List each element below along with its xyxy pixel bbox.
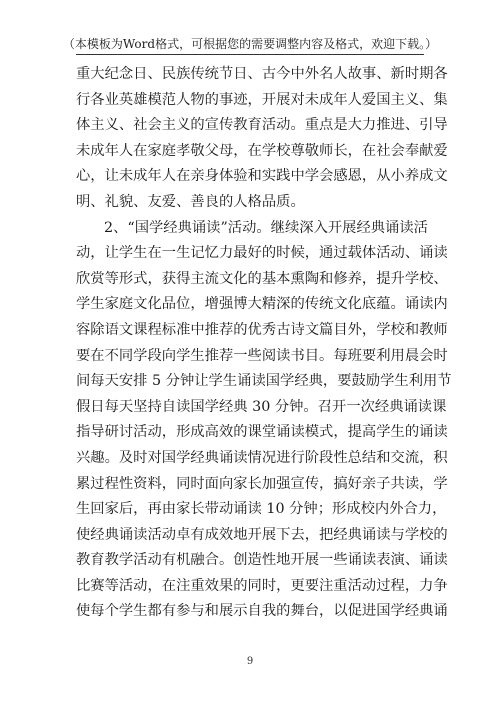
body-line: 要在不同学段向学生推荐一些阅读书目。每班要利用晨会时 bbox=[76, 347, 448, 364]
body-line: 教育教学活动有机融合。创造性地开展一些诵读表演、诵读 bbox=[76, 552, 448, 569]
body-line: 心，让未成年人在亲身体验和实践中学会感恩，从小养成文 bbox=[76, 168, 448, 185]
body-line: 容除语文课程标准中推荐的优秀古诗文篇目外，学校和教师 bbox=[76, 321, 448, 338]
body-line: 兴趣。及时对国学经典诵读情况进行阶段性总结和交流，积 bbox=[76, 449, 448, 466]
body-line: 累过程性资料，同时面向家长加强宣传，搞好亲子共读，学 bbox=[76, 475, 448, 492]
body-line: 行各业英雄模范人物的事迹，开展对未成年人爱国主义、集 bbox=[76, 91, 448, 108]
body-line: 明、礼貌、友爱、善良的人格品质。 bbox=[76, 193, 305, 210]
body-line: 动，让学生在一生记忆力最好的时候，通过载体活动、诵读 bbox=[76, 245, 448, 262]
body-line: 重大纪念日、民族传统节日、古今中外名人故事、新时期各 bbox=[76, 66, 448, 82]
body-line: 比赛等活动，在注重效果的同时，更要注重活动过程，力争 bbox=[76, 577, 448, 594]
body-line: 体主义、社会主义的宣传教育活动。重点是大力推进、引导 bbox=[76, 117, 448, 134]
document-body bbox=[76, 62, 452, 625]
section-heading-line: 2、“国学经典诵读”活动。继续深入开展经典诵读活 bbox=[104, 219, 428, 236]
body-line: 使每个学生都有参与和展示自我的舞台，以促进国学经典诵 bbox=[76, 603, 448, 620]
body-line: 未成年人在家庭孝敬父母，在学校尊敬师长，在社会奉献爱 bbox=[76, 142, 448, 159]
body-line: 使经典诵读活动卓有成效地开展下去，把经典诵读与学校的 bbox=[76, 526, 448, 543]
header-divider bbox=[76, 54, 424, 55]
body-line: 欣赏等形式，获得主流文化的基本熏陶和修养，提升学校、 bbox=[76, 270, 448, 287]
body-line: 生回家后，再由家长带动诵读 10 分钟；形成校内外合力， bbox=[76, 501, 447, 518]
body-line: 假日每天坚持自读国学经典 30 分钟。召开一次经典诵读课 bbox=[76, 398, 447, 415]
body-line: 指导研讨活动，形成高效的课堂诵读模式，提高学生的诵读 bbox=[76, 424, 448, 441]
body-line: 间每天安排 5 分钟让学生诵读国学经典，要鼓励学生利用节 bbox=[76, 373, 452, 390]
body-line: 学生家庭文化品位，增强博大精深的传统文化底蕴。诵读内 bbox=[76, 296, 448, 313]
page-header-note: （本模板为Word格式，可根据您的需要调整内容及格式，欢迎下载。） bbox=[62, 37, 438, 51]
page-number: 9 bbox=[246, 656, 254, 667]
